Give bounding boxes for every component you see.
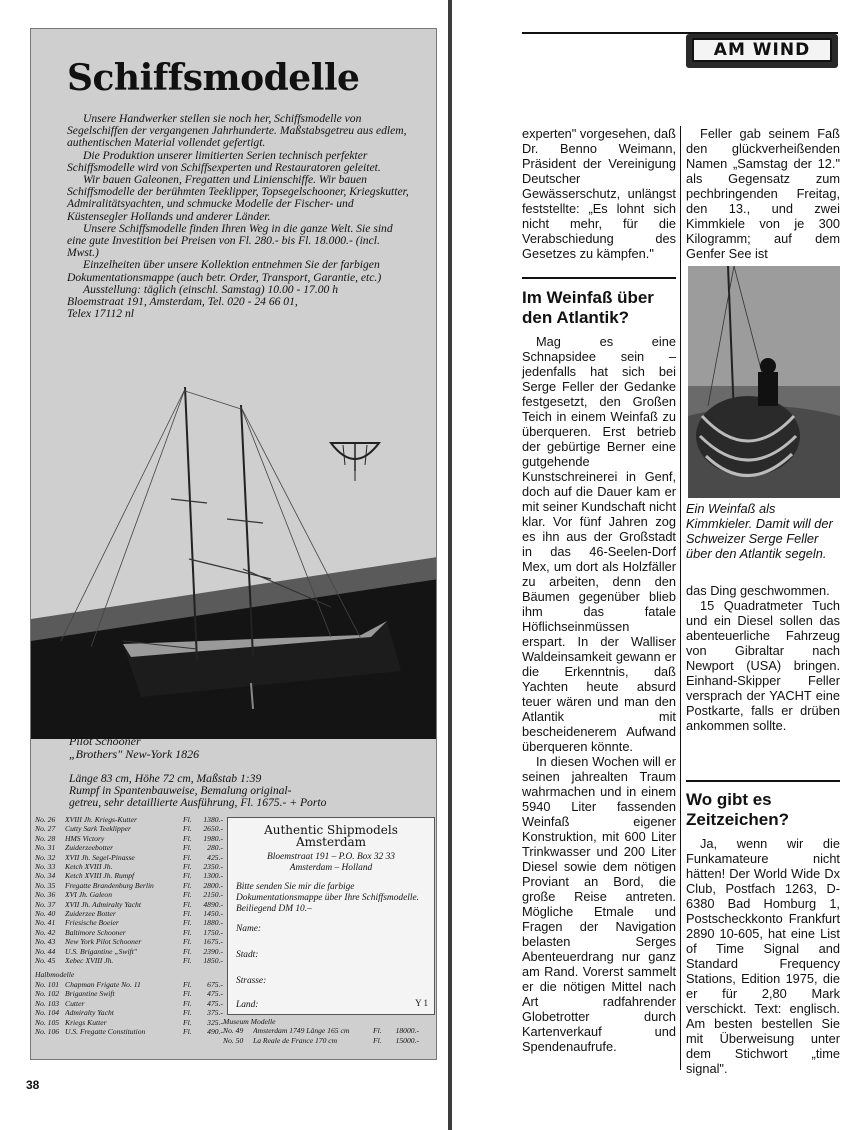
intro-paragraph: experten" vorgesehen, daß Dr. Benno Weimann, Präsident der Vereinigung Deutscher Gewässerschutz, unlängst feststellte: „Es lohnt sich nicht mehr, für die Verabschiedung des Gesetzes zu kämpfen." bbox=[522, 126, 676, 261]
order-coupon[interactable] bbox=[227, 817, 435, 1015]
half-model-row bbox=[35, 1018, 225, 1027]
item-currency: Fl. bbox=[183, 1008, 192, 1018]
section-badge-label: AM WIND bbox=[692, 38, 832, 62]
price-list-row bbox=[35, 890, 225, 899]
item-number: No. 49 bbox=[223, 1026, 244, 1036]
coupon-street-field[interactable]: Strasse: bbox=[236, 976, 267, 986]
coupon-request-text: Bitte senden Sie mir die farbige Dokumentationsmappe über Ihre Schiffsmodelle. Beiliegend DM 10.– bbox=[236, 882, 419, 914]
price-list-row bbox=[35, 947, 225, 956]
item-name: XVIII Jh. Kriegs-Kutter bbox=[65, 815, 137, 824]
museum-models-heading: Museum Modelle bbox=[223, 1017, 276, 1026]
coupon-brand-line-2: Amsterdam bbox=[295, 835, 367, 849]
item-number: No. 41 bbox=[35, 918, 56, 928]
item-name: Kriegs Kutter bbox=[65, 1017, 107, 1027]
item-price: 1450.- bbox=[203, 909, 223, 919]
ad-paragraph: Unsere Handwerker stellen sie noch her, Schiffsmodelle von Segelschiffen der vergangenen Jahrhunderte. Maßstabsgetreu aus edlem, authentischen Material vollendet gefertigt. bbox=[67, 112, 407, 150]
item-price: 475.- bbox=[207, 989, 223, 999]
item-number: No. 34 bbox=[35, 871, 56, 881]
item-number: No. 102 bbox=[35, 989, 60, 999]
item-number: No. 42 bbox=[35, 927, 56, 937]
item-currency: Fl. bbox=[183, 852, 192, 862]
item-name: XVII Jh. Admiralty Yacht bbox=[65, 899, 141, 909]
coupon-name-field[interactable]: Name: bbox=[236, 924, 261, 934]
item-number: No. 50 bbox=[223, 1035, 244, 1045]
model-dimensions bbox=[69, 773, 429, 810]
price-list-row bbox=[35, 918, 225, 927]
item-name: Ketch XVIII Jh. bbox=[65, 862, 113, 872]
item-currency: Fl. bbox=[373, 1026, 382, 1036]
half-model-row bbox=[35, 989, 225, 998]
price-list-row bbox=[35, 956, 225, 965]
item-price: 2650.- bbox=[203, 824, 223, 834]
item-number: No. 27 bbox=[35, 824, 56, 834]
barrel-photo-caption: Ein Weinfaß als Kimmkieler. Damit will der Schweizer Serge Feller über den Atlantik segeln. bbox=[686, 501, 833, 561]
item-name: XVI Jh. Galeon bbox=[65, 890, 113, 900]
item-price: 490.- bbox=[207, 1026, 223, 1036]
zeitzeichen-heading: Wo gibt es Zeitzeichen? bbox=[686, 790, 789, 829]
dims-line-3: getreu, sehr detaillierte Ausführung, Fl. 1675.- + Porto bbox=[69, 796, 327, 810]
item-number: No. 32 bbox=[35, 852, 56, 862]
item-price: 15000.- bbox=[395, 1035, 419, 1045]
feller-paragraph: Feller gab seinem Faß den glückverheißenden Namen „Samstag der 12." als Gegensatz zum pechbringenden Freitag, den 13., und zwei Kimmkiele von je 300 Kilogramm; auf dem Genfer See ist bbox=[686, 126, 840, 261]
item-name: Ketch XVIII Jh. Rumpf bbox=[65, 871, 135, 881]
article-column-1 bbox=[522, 126, 676, 261]
item-currency: Fl. bbox=[183, 862, 192, 872]
item-number: No. 35 bbox=[35, 880, 56, 890]
item-currency: Fl. bbox=[373, 1035, 382, 1045]
item-currency: Fl. bbox=[183, 899, 192, 909]
item-name: Cutter bbox=[65, 998, 85, 1008]
dims-line-1: Länge 83 cm, Höhe 72 cm, Maßstab 1:39 bbox=[69, 772, 262, 785]
price-list-row bbox=[35, 815, 225, 824]
ship-model-advertisement bbox=[30, 28, 437, 1060]
price-list-row bbox=[35, 843, 225, 852]
barrel-boat-photo bbox=[688, 266, 840, 498]
item-name: Cutty Sark Teeklipper bbox=[65, 824, 131, 834]
item-number: No. 37 bbox=[35, 899, 56, 909]
item-number: No. 33 bbox=[35, 862, 56, 872]
item-price: 2800.- bbox=[203, 880, 223, 890]
item-price: 1300.- bbox=[203, 871, 223, 881]
item-price: 4890.- bbox=[203, 899, 223, 909]
coupon-brand bbox=[228, 824, 434, 848]
page-fold bbox=[448, 0, 452, 1130]
item-name: Fregatte Brandenburg Berlin bbox=[65, 880, 154, 890]
museum-model-row bbox=[223, 1026, 428, 1035]
item-currency: Fl. bbox=[183, 937, 192, 947]
item-name: Friesische Boeier bbox=[65, 918, 119, 928]
half-model-row bbox=[35, 1027, 225, 1036]
item-name: Zuiderzeebotter bbox=[65, 843, 114, 853]
page-number: 38 bbox=[26, 1078, 40, 1092]
item-currency: Fl. bbox=[183, 956, 192, 966]
item-name: Admiralty Yacht bbox=[65, 1008, 114, 1018]
weinfass-paragraph-2: In diesen Wochen will er seinen jahrealten Traum wahrmachen und in einem 5940 Liter fassenden Weinfaß eigener Konstruktion, mit 600 Liter Trinkwasser und 200 Liter Diesel sowie dem nötigen Proviant an Bord, die große Reise antreten. Mögliche Etmale und Fragen der Navigation belasten Serges Abenteuerdrang nur ganz am Rand. Vorerst sammelt er die nötigen Mittel nach Art radfahrender Globetrotter durch Kartenverkauf und Spendenaufrufe. bbox=[522, 754, 676, 1054]
coupon-brand-line-1: Authentic Shipmodels bbox=[264, 823, 398, 837]
item-name: HMS Victory bbox=[65, 833, 105, 843]
ad-paragraph: Ausstellung: täglich (einschl. Samstag) 10.00 - 17.00 h bbox=[83, 282, 339, 296]
item-price: 375.- bbox=[207, 1008, 223, 1018]
item-number: No. 40 bbox=[35, 909, 56, 919]
item-number: No. 28 bbox=[35, 833, 56, 843]
item-name: La Reale de France 170 cm bbox=[253, 1035, 338, 1045]
article-column-2 bbox=[686, 126, 840, 261]
caption-line-2: „Brothers" New-York 1826 bbox=[69, 747, 200, 761]
coupon-address-line-1: Bloemstraat 191 – P.O. Box 32 33 bbox=[267, 852, 395, 862]
coupon-address bbox=[228, 852, 434, 874]
item-price: 18000.- bbox=[395, 1026, 419, 1036]
item-number: No. 31 bbox=[35, 843, 56, 853]
item-currency: Fl. bbox=[183, 927, 192, 937]
item-number: No. 44 bbox=[35, 946, 56, 956]
item-currency: Fl. bbox=[183, 833, 192, 843]
price-list-row bbox=[35, 824, 225, 833]
price-list-row bbox=[35, 881, 225, 890]
weinfass-heading: Im Weinfaß über den Atlantik? bbox=[522, 288, 654, 327]
ad-paragraph: Unsere Schiffsmodelle finden Ihren Weg in die ganze Welt. Sie sind eine gute Investition bei Preisen von Fl. 280.- bis Fl. 18.000.- (incl. Mwst.) bbox=[67, 221, 393, 260]
item-name: Chapman Frigate No. 11 bbox=[65, 979, 141, 989]
price-list bbox=[35, 815, 225, 1036]
item-name: U.S. Brigantine „Swift" bbox=[65, 946, 137, 956]
price-list-row bbox=[35, 928, 225, 937]
item-number: No. 45 bbox=[35, 956, 56, 966]
item-price: 2350.- bbox=[203, 862, 223, 872]
item-currency: Fl. bbox=[183, 1017, 192, 1027]
item-number: No. 101 bbox=[35, 979, 60, 989]
item-price: 325.- bbox=[207, 1017, 223, 1027]
item-number: No. 26 bbox=[35, 815, 56, 824]
item-name: New York Pilot Schooner bbox=[65, 937, 142, 947]
price-list-row bbox=[35, 909, 225, 918]
item-price: 1380.- bbox=[203, 815, 223, 824]
column-divider bbox=[680, 126, 681, 1070]
price-list-row bbox=[35, 871, 225, 880]
item-price: 1675.- bbox=[203, 937, 223, 947]
item-name: Brigantine Swift bbox=[65, 989, 115, 999]
item-price: 2150.- bbox=[203, 890, 223, 900]
item-currency: Fl. bbox=[183, 880, 192, 890]
item-currency: Fl. bbox=[183, 979, 192, 989]
item-name: U.S. Fregatte Constitution bbox=[65, 1026, 146, 1036]
item-currency: Fl. bbox=[183, 989, 192, 999]
item-name: XVII Jh. Segel-Pinasse bbox=[65, 852, 135, 862]
ad-paragraph: Telex 17112 nl bbox=[67, 307, 134, 321]
item-currency: Fl. bbox=[183, 946, 192, 956]
price-list-row bbox=[35, 853, 225, 862]
price-list-row bbox=[35, 900, 225, 909]
item-currency: Fl. bbox=[183, 918, 192, 928]
item-name: Xebec XVIII Jh. bbox=[65, 956, 114, 966]
dims-line-2: Rumpf in Spantenbauweise, Bemalung original- bbox=[69, 784, 292, 798]
price-list-row bbox=[35, 834, 225, 843]
item-price: 425.- bbox=[207, 852, 223, 862]
price-list-row bbox=[35, 862, 225, 871]
price-list-row bbox=[35, 937, 225, 946]
item-price: 1980.- bbox=[203, 833, 223, 843]
item-price: 280.- bbox=[207, 843, 223, 853]
half-model-row bbox=[35, 980, 225, 989]
ad-paragraph: Wir bauen Galeonen, Fregatten und Linienschiffe. Wir bauen Schiffsmodelle der berühmten Teeklipper, Topsegelschooner, Kriegskutter, Admiralitätsyachten, und schmucke Modelle der Fischer- und Küstensegler Hollands und anderer Länder. bbox=[67, 173, 409, 223]
item-number: No. 105 bbox=[35, 1017, 60, 1027]
item-currency: Fl. bbox=[183, 909, 192, 919]
item-number: No. 106 bbox=[35, 1026, 60, 1036]
half-models-heading: Halbmodelle bbox=[35, 969, 75, 979]
item-currency: Fl. bbox=[183, 843, 192, 853]
item-price: 475.- bbox=[207, 998, 223, 1008]
museum-models-list bbox=[223, 1017, 428, 1045]
half-model-row bbox=[35, 999, 225, 1008]
item-price: 675.- bbox=[207, 979, 223, 989]
section-rule bbox=[522, 277, 676, 279]
museum-model-row bbox=[223, 1036, 428, 1045]
item-price: 1880.- bbox=[203, 918, 223, 928]
zeitzeichen-paragraph: Ja, wenn wir die Funkamateure nicht hätten! Der World Wide Dx Club, Postfach 1263, D-6380 Bad Homburg 1, Postscheckkonto Frankfurt 2890 10-605, hat eine List of Time Signal and Standard Frequency Stations, Edition 1975, die er für 2,80 Mark verschickt. Text: englisch. Am besten bestellen Sie mit Überweisung unter dem Stichwort „time signal". bbox=[686, 836, 840, 1076]
item-currency: Fl. bbox=[183, 824, 192, 834]
section-badge bbox=[686, 34, 838, 68]
item-price: 1750.- bbox=[203, 927, 223, 937]
half-model-row bbox=[35, 1008, 225, 1017]
ship-model-photo bbox=[31, 379, 437, 739]
ad-paragraph: Einzelheiten über unsere Kollektion entnehmen Sie der farbigen Dokumentationsmappe (auch betr. Order, Transport, Garantie, etc.) bbox=[67, 258, 382, 284]
item-currency: Fl. bbox=[183, 998, 192, 1008]
ad-paragraph: Die Produktion unserer limitierten Serien technisch perfekter Schiffsmodelle wird von Schiffsexperten und Restauratoren geleitet. bbox=[67, 148, 381, 174]
caption-line-1: Pilot Schooner bbox=[69, 734, 141, 748]
item-number: No. 36 bbox=[35, 890, 56, 900]
item-currency: Fl. bbox=[183, 1026, 192, 1036]
item-number: No. 103 bbox=[35, 998, 60, 1008]
item-currency: Fl. bbox=[183, 890, 192, 900]
ding-paragraph: das Ding geschwommen. bbox=[686, 583, 830, 598]
item-price: 2390.- bbox=[203, 946, 223, 956]
ad-body-text bbox=[67, 113, 412, 320]
tuch-paragraph: 15 Quadratmeter Tuch und ein Diesel sollen das abenteuerliche Fahrzeug von Gibraltar nach Newport (USA) bringen. Einhand-Skipper Feller versprach der YACHT eine Postkarte, falls er drüben ankommen sollte. bbox=[686, 598, 840, 733]
coupon-address-line-2: Amsterdam – Holland bbox=[289, 863, 373, 873]
item-name: Amsterdam 1749 Länge 165 cm bbox=[253, 1026, 350, 1036]
item-number: No. 104 bbox=[35, 1008, 60, 1018]
weinfass-paragraph-1: Mag es eine Schnapsidee sein – jedenfalls hat sich bei Serge Feller der Gedanke festgesetzt, den Großen Teich in einem Weinfaß zu überqueren. Erst betrieb der gebürtige Berner eine gutgehende Kunstschreinerei in Genf, doch auf die Dauer kam er mit seiner Kundschaft nicht klar. Vor fünf Jahren zog es ihn aus der Großstadt in das 46-Seelen-Dorf Mex, um dort als Holzfäller zu arbeiten, denn den Bäumen gegenüber blieb ihm das fatale Höflichseinmüssen erspart. In der Walliser Waldeinsamkeit gewann er die Erkenntnis, daß Yachten heute absurd teuer wären und man den Atlantik mit bescheidenerem Aufwand überqueren könnte. bbox=[522, 334, 676, 754]
weinfass-article bbox=[522, 334, 676, 1054]
coupon-city-field[interactable]: Stadt: bbox=[236, 950, 259, 960]
coupon-code: Y 1 bbox=[415, 998, 428, 1008]
section-rule-2 bbox=[686, 780, 840, 782]
zeitzeichen-article bbox=[686, 836, 840, 1076]
item-currency: Fl. bbox=[183, 815, 192, 824]
item-name: Baltimore Schooner bbox=[65, 927, 126, 937]
item-name: Zuiderzee Botter bbox=[65, 909, 116, 919]
coupon-country-field[interactable]: Land: bbox=[236, 1000, 259, 1010]
ad-paragraph: Bloemstraat 191, Amsterdam, Tel. 020 - 24 66 01, bbox=[67, 295, 298, 309]
model-caption bbox=[69, 735, 199, 761]
feller-continued bbox=[686, 583, 840, 733]
item-price: 1850.- bbox=[203, 956, 223, 966]
item-number: No. 43 bbox=[35, 937, 56, 947]
ad-title: Schiffsmodelle bbox=[67, 57, 360, 99]
item-currency: Fl. bbox=[183, 871, 192, 881]
